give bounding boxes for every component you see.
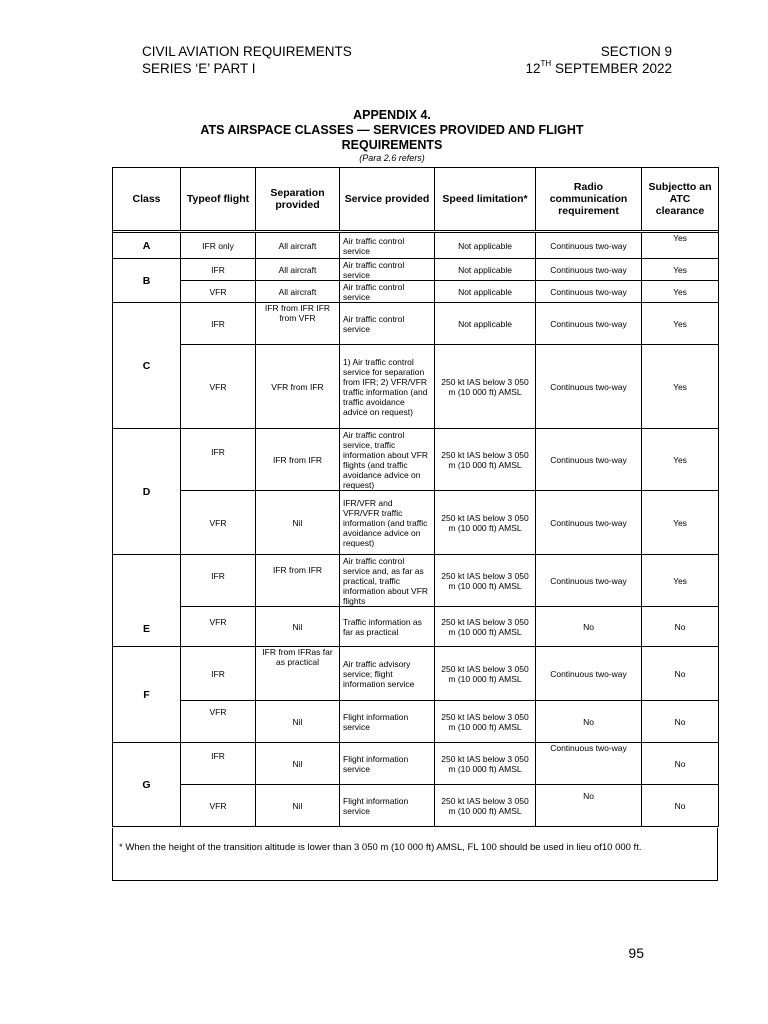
separation-cell: VFR from IFR <box>256 345 340 429</box>
speed-cell: 250 kt IAS below 3 050 m (10 000 ft) AMSL <box>435 607 536 647</box>
flight-type-cell: IFR <box>181 555 256 607</box>
radio-cell: Continuous two-way <box>536 233 642 259</box>
col-header-service: Service provided <box>340 168 435 231</box>
class-cell: A <box>113 233 181 259</box>
table-row <box>113 607 719 647</box>
clearance-cell: No <box>642 743 719 785</box>
header-section: SECTION 9 <box>600 44 672 59</box>
col-header-separation: Separation provided <box>256 168 340 231</box>
appendix-label: APPENDIX 4. <box>353 108 431 122</box>
speed-cell: 250 kt IAS below 3 050 m (10 000 ft) AMSL <box>435 647 536 701</box>
service-cell: Air traffic advisory service; flight information service <box>340 647 435 701</box>
header-date-rest: SEPTEMBER 2022 <box>551 61 672 76</box>
clearance-cell: Yes <box>642 491 719 555</box>
service-cell: Air traffic control service <box>340 259 435 281</box>
flight-type-cell: IFR <box>181 743 256 785</box>
speed-cell: 250 kt IAS below 3 050 m (10 000 ft) AMSL <box>435 429 536 491</box>
speed-cell: 250 kt IAS below 3 050 m (10 000 ft) AMSL <box>435 555 536 607</box>
table-row <box>113 233 719 259</box>
footnote-text: * When the height of the transition altitude is lower than 3 050 m (10 000 ft) AMSL, FL 100 should be used in lieu of10 000 ft. <box>119 842 642 853</box>
header-date <box>525 60 672 77</box>
flight-type-cell: VFR <box>181 345 256 429</box>
col-header-class: Class <box>113 168 181 231</box>
col-header-speed: Speed limitation* <box>435 168 536 231</box>
separation-cell: Nil <box>256 607 340 647</box>
service-cell: Air traffic control service <box>340 281 435 303</box>
separation-cell: IFR from IFR <box>256 555 340 607</box>
flight-type-cell: VFR <box>181 607 256 647</box>
radio-cell: Continuous two-way <box>536 555 642 607</box>
separation-cell: Nil <box>256 785 340 827</box>
radio-cell: Continuous two-way <box>536 259 642 281</box>
radio-cell: No <box>536 607 642 647</box>
table-row <box>113 259 719 281</box>
clearance-cell: No <box>642 607 719 647</box>
flight-type-cell: VFR <box>181 281 256 303</box>
speed-cell: 250 kt IAS below 3 050 m (10 000 ft) AMSL <box>435 491 536 555</box>
speed-cell: Not applicable <box>435 303 536 345</box>
service-cell: 1) Air traffic control service for separation from IFR; 2) VFR/VFR traffic information (and traffic avoidance advice on request) <box>340 345 435 429</box>
separation-cell: Nil <box>256 701 340 743</box>
radio-cell: Continuous two-way <box>536 647 642 701</box>
clearance-cell: Yes <box>642 303 719 345</box>
speed-cell: 250 kt IAS below 3 050 m (10 000 ft) AMSL <box>435 785 536 827</box>
service-cell: Air traffic control service, traffic information about VFR flights (and traffic avoidance advice on request) <box>340 429 435 491</box>
service-cell: IFR/VFR and VFR/VFR traffic information (and traffic avoidance advice on request) <box>340 491 435 555</box>
class-cell: C <box>113 303 181 429</box>
service-cell: Flight information service <box>340 785 435 827</box>
flight-type-cell: IFR only <box>181 233 256 259</box>
separation-cell: IFR from IFR <box>256 429 340 491</box>
separation-cell: IFR from IFR IFR from VFR <box>256 303 340 345</box>
speed-cell: 250 kt IAS below 3 050 m (10 000 ft) AMSL <box>435 345 536 429</box>
radio-cell: Continuous two-way <box>536 491 642 555</box>
header-series: SERIES ‘E’ PART I <box>142 61 256 76</box>
clearance-cell: Yes <box>642 259 719 281</box>
separation-cell: All aircraft <box>256 281 340 303</box>
separation-cell: Nil <box>256 743 340 785</box>
table-row <box>113 491 719 555</box>
clearance-cell: Yes <box>642 555 719 607</box>
clearance-cell: No <box>642 785 719 827</box>
col-header-radio: Radio communication requirement <box>536 168 642 231</box>
table-row <box>113 345 719 429</box>
radio-cell: Continuous two-way <box>536 743 642 785</box>
clearance-cell: No <box>642 701 719 743</box>
radio-cell: Continuous two-way <box>536 303 642 345</box>
clearance-cell: Yes <box>642 233 719 259</box>
service-cell: Flight information service <box>340 743 435 785</box>
flight-type-cell: VFR <box>181 701 256 743</box>
service-cell: Flight information service <box>340 701 435 743</box>
radio-cell: Continuous two-way <box>536 345 642 429</box>
speed-cell: 250 kt IAS below 3 050 m (10 000 ft) AMSL <box>435 701 536 743</box>
table-row <box>113 743 719 785</box>
document-header-left <box>142 43 352 77</box>
table-row <box>113 555 719 607</box>
flight-type-cell: IFR <box>181 259 256 281</box>
paragraph-reference: (Para 2.6 refers) <box>359 153 425 163</box>
clearance-cell: No <box>642 647 719 701</box>
clearance-cell: Yes <box>642 281 719 303</box>
separation-cell: IFR from IFRas far as practical <box>256 647 340 701</box>
service-cell: Traffic information as far as practical <box>340 607 435 647</box>
header-date-suffix: TH <box>540 59 552 68</box>
flight-type-cell: VFR <box>181 491 256 555</box>
speed-cell: 250 kt IAS below 3 050 m (10 000 ft) AMSL <box>435 743 536 785</box>
radio-cell: Continuous two-way <box>536 429 642 491</box>
document-header-right <box>525 43 672 77</box>
speed-cell: Not applicable <box>435 259 536 281</box>
footnote-box <box>112 828 718 881</box>
speed-cell: Not applicable <box>435 233 536 259</box>
header-date-day: 12 <box>525 61 541 76</box>
radio-cell: No <box>536 701 642 743</box>
col-header-atc-clearance: Subjectto an ATC clearance <box>642 168 719 231</box>
table-header-row <box>113 168 719 231</box>
separation-cell: All aircraft <box>256 259 340 281</box>
table-row <box>113 429 719 491</box>
table-row <box>113 785 719 827</box>
radio-cell: No <box>536 785 642 827</box>
table-title: ATS AIRSPACE CLASSES — SERVICES PROVIDED AND FLIGHT REQUIREMENTS <box>200 123 584 152</box>
clearance-cell: Yes <box>642 345 719 429</box>
class-cell: E <box>113 555 181 647</box>
flight-type-cell: IFR <box>181 647 256 701</box>
flight-type-cell: VFR <box>181 785 256 827</box>
table-row <box>113 647 719 701</box>
class-cell: F <box>113 647 181 743</box>
table-row <box>113 281 719 303</box>
class-cell: B <box>113 259 181 303</box>
clearance-cell: Yes <box>642 429 719 491</box>
radio-cell: Continuous two-way <box>536 281 642 303</box>
col-header-type-of-flight: Typeof flight <box>181 168 256 231</box>
separation-cell: All aircraft <box>256 233 340 259</box>
speed-cell: Not applicable <box>435 281 536 303</box>
table-row <box>113 303 719 345</box>
appendix-title-block <box>112 108 672 164</box>
service-cell: Air traffic control service <box>340 303 435 345</box>
table-row <box>113 701 719 743</box>
service-cell: Air traffic control service <box>340 233 435 259</box>
header-title: CIVIL AVIATION REQUIREMENTS <box>142 44 352 59</box>
class-cell: D <box>113 429 181 555</box>
page-number: 95 <box>628 945 644 961</box>
flight-type-cell: IFR <box>181 303 256 345</box>
flight-type-cell: IFR <box>181 429 256 491</box>
airspace-classes-table <box>112 167 719 827</box>
separation-cell: Nil <box>256 491 340 555</box>
service-cell: Air traffic control service and, as far as practical, traffic information about VFR flights <box>340 555 435 607</box>
class-cell: G <box>113 743 181 827</box>
